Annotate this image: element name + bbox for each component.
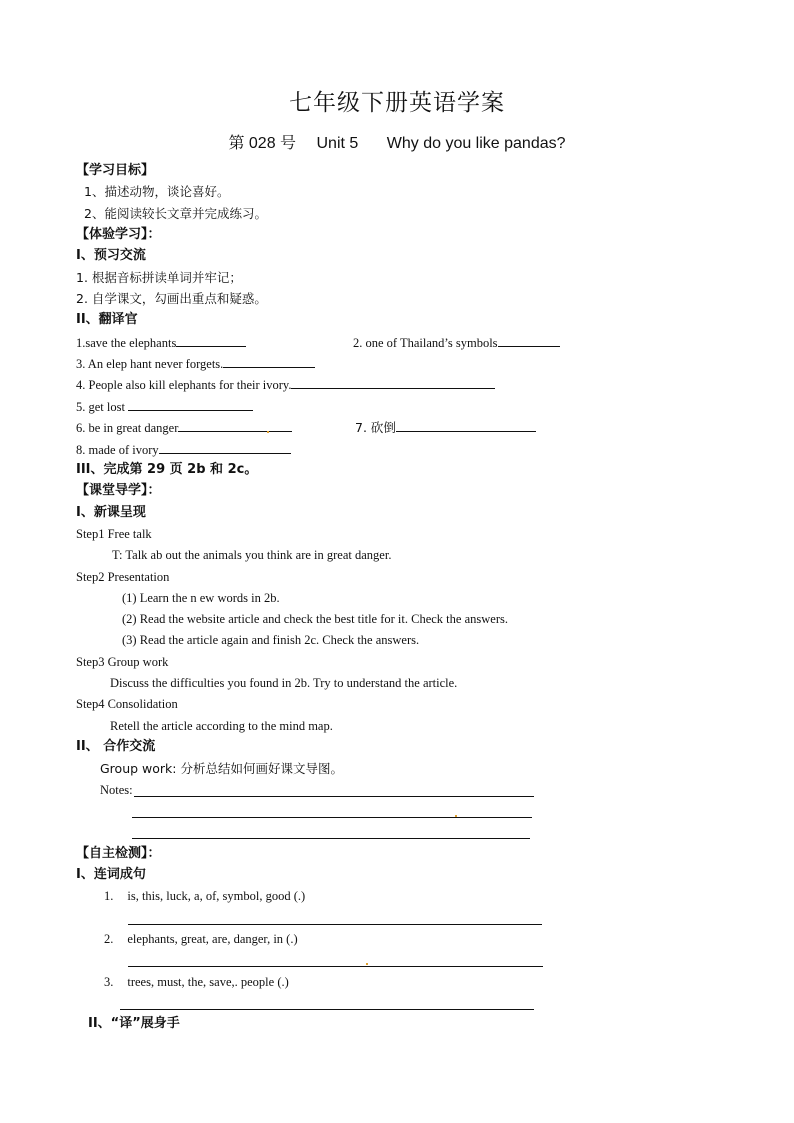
translate-item-6: 6. be in great danger xyxy=(76,419,292,436)
answer-blank[interactable] xyxy=(223,355,315,368)
stray-mark xyxy=(366,963,368,965)
stray-mark xyxy=(267,431,269,433)
answer-blank[interactable] xyxy=(176,334,246,347)
step3-label: Step3 Group work xyxy=(76,655,169,669)
translate-item-7: 7. 砍倒 xyxy=(355,419,536,436)
cooperation-heading: II、 合作交流 xyxy=(76,739,156,754)
notes-line[interactable] xyxy=(132,817,532,818)
word-order-item: 2. elephants, great, are, danger, in (.) xyxy=(104,932,298,946)
translate-show-heading: II、“译”展身手 xyxy=(88,1016,180,1031)
word-order-item: 1. is, this, luck, a, of, symbol, good (.) xyxy=(104,889,306,903)
answer-line[interactable] xyxy=(120,1009,534,1010)
notes-line[interactable] xyxy=(134,796,534,797)
complete-instruction: III、完成第 29 页 2b 和 2c。 xyxy=(76,462,258,477)
experience-heading: 【体验学习】： xyxy=(76,227,161,242)
page-subtitle xyxy=(0,130,794,153)
translate-heading: II、翻译官 xyxy=(76,312,138,327)
step2-item: (3) Read the article again and finish 2c. Check the answers. xyxy=(122,633,420,647)
objectives-heading: 【学习目标】 xyxy=(76,163,155,178)
answer-blank[interactable] xyxy=(128,398,253,411)
answer-blank[interactable] xyxy=(159,441,291,454)
translate-item-4: 4. People also kill elephants for their ivory. xyxy=(76,376,495,393)
translate-item-3: 3. An elep hant never forgets. xyxy=(76,355,315,372)
step4-text: Retell the article according to the mind map. xyxy=(110,719,333,733)
lesson-number: 第 028 号 xyxy=(228,135,297,152)
notes-line[interactable] xyxy=(132,838,530,839)
word-order-item: 3. trees, must, the, save,. people (.) xyxy=(104,975,289,989)
translate-item-8: 8. made of ivory xyxy=(76,441,291,458)
page-title: 七年级下册英语学案 xyxy=(289,90,505,116)
translate-item-5: 5. get lost xyxy=(76,398,253,415)
answer-line[interactable] xyxy=(128,924,542,925)
answer-blank[interactable] xyxy=(291,376,495,389)
answer-blank[interactable] xyxy=(396,419,536,432)
step2-label: Step2 Presentation xyxy=(76,570,170,584)
step2-item: (2) Read the website article and check the best title for it. Check the answers. xyxy=(122,612,508,626)
preview-item: 1. 根据音标拼读单词并牢记； xyxy=(76,270,242,285)
step3-text: Discuss the difficulties you found in 2b. Try to understand the article. xyxy=(110,676,458,690)
step2-item: (1) Learn the n ew words in 2b. xyxy=(122,591,280,605)
step4-label: Step4 Consolidation xyxy=(76,697,178,711)
preview-item: 2. 自学课文，勾画出重点和疑惑。 xyxy=(76,291,267,306)
stray-mark xyxy=(455,815,457,817)
step1-label: Step1 Free talk xyxy=(76,527,152,541)
objective-item: 2、能阅读较长文章并完成练习。 xyxy=(84,206,267,221)
notes-label: Notes: xyxy=(100,783,133,797)
preview-heading: I、预习交流 xyxy=(76,248,146,263)
answer-blank[interactable] xyxy=(178,419,292,432)
unit-topic: Why do you like pandas? xyxy=(386,135,566,152)
answer-blank[interactable] xyxy=(498,334,560,347)
translate-item-2: 2. one of Thailand’s symbols xyxy=(353,334,560,351)
new-lesson-heading: I、新课呈现 xyxy=(76,505,146,520)
group-work-text: Group work: 分析总结如何画好课文导图。 xyxy=(100,761,343,776)
unit-label: Unit 5 xyxy=(316,135,359,152)
translate-item-1: 1.save the elephants xyxy=(76,334,246,351)
word-order-heading: I、连词成句 xyxy=(76,867,146,882)
answer-line[interactable] xyxy=(128,966,543,967)
objective-item: 1、描述动物，谈论喜好。 xyxy=(84,184,230,199)
step1-text: T: Talk ab out the animals you think are in great danger. xyxy=(112,548,392,562)
classroom-heading: 【课堂导学】： xyxy=(76,483,161,498)
self-check-heading: 【自主检测】： xyxy=(76,846,161,861)
